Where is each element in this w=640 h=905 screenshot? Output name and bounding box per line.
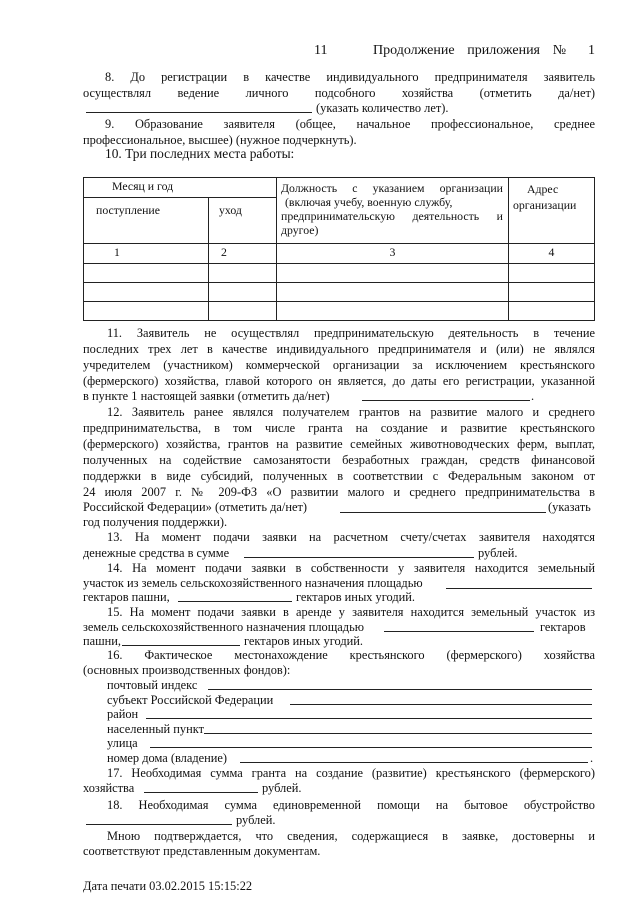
item11-period: .	[531, 389, 535, 403]
confirmation-line2: соответствуют представленным документам.	[83, 844, 321, 858]
item9-line2: профессиональное, высшее) (нужное подчеркнуть).	[83, 133, 357, 147]
item14-line3a: гектаров пашни,	[83, 590, 170, 604]
district-label: район	[107, 707, 139, 721]
item11-line5: в пункте 1 настоящей заявки (отметить да/нет)	[83, 389, 330, 403]
item12-line4: полученных на содействие самозанятости безработных граждан, средств финансовой	[83, 453, 595, 467]
item11-line4: (фермерского) хозяйства, главой которого он является, до даты его регистрации, указанной	[83, 374, 595, 388]
item12-line3: (фермерского) хозяйства, грантов на развитие семейных животноводческих ферм, выплат,	[83, 437, 595, 451]
region-field[interactable]	[290, 704, 592, 705]
district-field[interactable]	[146, 718, 592, 719]
print-date: Дата печати 03.02.2015 15:15:22	[83, 879, 253, 893]
item17-line2: хозяйства	[83, 781, 135, 795]
item15-line1: 15. На момент подачи заявки в аренде у заявителя находится земельный участок из	[107, 605, 595, 619]
item17-line1: 17. Необходимая сумма гранта на создание (развитие) крестьянского (фермерского)	[107, 766, 595, 780]
item13-line1: 13. На момент подачи заявки на расчетном счету/счетах заявителя находятся	[107, 530, 595, 544]
item15-arable-line	[122, 645, 240, 646]
street-label: улица	[107, 736, 138, 750]
item14-arable-line	[178, 601, 292, 602]
item14-line1: 14. На момент подачи заявки в собственности у заявителя находится земельный	[107, 561, 595, 575]
item8-line2: осуществлял ведение личного подсобного хозяйства (отметить да/нет)	[83, 86, 595, 100]
house-number-label: номер дома (владение)	[107, 751, 228, 765]
item14-line2: участок из земель сельскохозяйственного назначения площадью	[83, 576, 423, 590]
settlement-field[interactable]	[204, 733, 592, 734]
item8-years-line	[86, 112, 312, 113]
postal-index-label: почтовый индекс	[107, 678, 198, 692]
position-header: Должность с указанием организации (включая учебу, военную службу, предпринимательскую деятельность и другое)	[277, 178, 509, 244]
item18-amount-line	[86, 824, 232, 825]
item8-line3: (указать количество лет).	[316, 101, 449, 115]
item16-line2: (основных производственных фондов):	[83, 663, 291, 677]
street-field[interactable]	[150, 747, 592, 748]
item12-line7: Российской Федерации» (отметить да/нет)	[83, 500, 308, 514]
item13-line2-suffix: рублей.	[478, 546, 518, 560]
item12-line1: 12. Заявитель ранее являлся получателем грантов на развитие малого и среднего	[107, 405, 595, 419]
address-header: Адрес организации	[509, 178, 595, 244]
settlement-label: населенный пункт	[107, 722, 205, 736]
item8-line1: 8. До регистрации в качестве индивидуального предпринимателя заявитель	[105, 70, 595, 84]
item14-line3b: гектаров иных угодий.	[296, 590, 416, 604]
item16-line1: 16. Фактическое местонахождение крестьянского (фермерского) хозяйства	[107, 648, 595, 662]
item11-line3: учредителем (участником) коммерческой организации за исключением крестьянского	[83, 358, 595, 372]
item15-line3b: гектаров иных угодий.	[244, 634, 364, 648]
item18-line1: 18. Необходимая сумма единовременной помощи на бытовое обустройство	[107, 798, 595, 812]
item12-answer-line	[340, 512, 546, 513]
table-row	[84, 302, 595, 321]
item10-heading: 10. Три последних места работы:	[105, 146, 295, 161]
col-number-1: 1	[84, 244, 209, 264]
item13-line2: денежные средства в сумме	[83, 546, 230, 560]
item12-line8: год получения поддержки).	[83, 515, 228, 529]
item15-line2-suffix: гектаров	[540, 620, 586, 634]
item17-line2-suffix: рублей.	[262, 781, 302, 795]
postal-index-field[interactable]	[208, 689, 592, 690]
item11-line1: 11. Заявитель не осуществлял предпринимательскую деятельность в течение	[107, 326, 595, 340]
item15-line3a: пашни,	[83, 634, 122, 648]
item17-amount-line	[144, 792, 258, 793]
item11-line2: последних трех лет в качестве индивидуального предпринимателя и (или) не являлся	[83, 342, 595, 356]
page-title: Продолжение приложения № 1	[373, 43, 595, 58]
item11-answer-line	[362, 400, 530, 401]
region-label: субъект Российской Федерации	[107, 693, 274, 707]
item15-line2: земель сельскохозяйственного назначения площадью	[83, 620, 364, 634]
item14-area-line	[446, 588, 592, 589]
item12-line7-suffix: (указать	[548, 500, 591, 514]
item9-line1: 9. Образование заявителя (общее, начальное профессиональное, среднее	[105, 117, 595, 131]
item16-period: .	[590, 751, 594, 765]
col-number-2: 2	[209, 244, 277, 264]
page-number: 11	[314, 43, 328, 58]
item12-line2: предпринимательства, в том числе гранта на создание и развитие крестьянского	[83, 421, 595, 435]
item12-line5: поддержки в виде субсидий, полученных в соответствии с Федеральным законом от	[83, 469, 595, 483]
table-row	[84, 283, 595, 302]
col-number-4: 4	[509, 244, 595, 264]
work-history-table	[83, 177, 595, 321]
end-header: уход	[209, 198, 277, 244]
item12-line6: 24 июля 2007 г. № 209-ФЗ «О развитии малого и среднего предпринимательства в	[83, 485, 595, 499]
start-header: поступление	[84, 198, 209, 244]
table-row	[84, 264, 595, 283]
item18-line2-suffix: рублей.	[236, 813, 276, 827]
item15-area-line	[384, 631, 534, 632]
col-number-3: 3	[277, 244, 509, 264]
confirmation-line1: Мною подтверждается, что сведения, содержащиеся в заявке, достоверны и	[107, 829, 595, 843]
month-year-header: Месяц и год	[84, 178, 277, 198]
item13-amount-line	[244, 557, 474, 558]
house-number-field[interactable]	[240, 762, 588, 763]
